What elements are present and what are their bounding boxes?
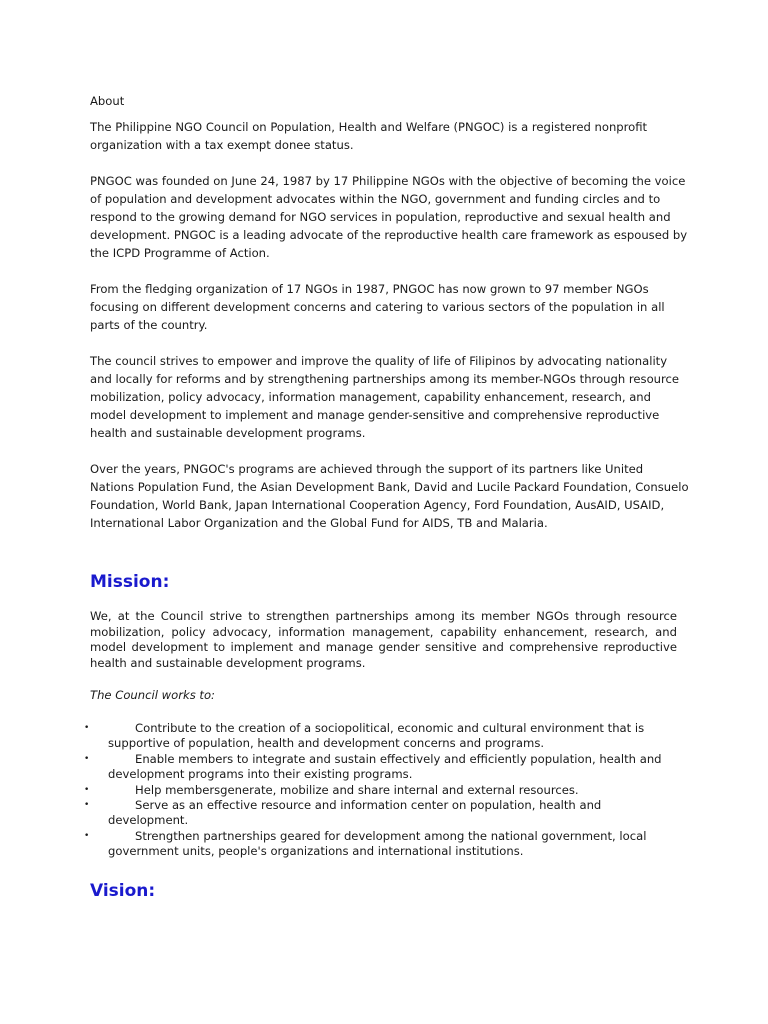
- about-paragraph-1: The Philippine NGO Council on Population, Health and Welfare (PNGOC) is a registered nonprofit organization with a tax exempt donee status.: [90, 120, 648, 152]
- list-item-text: Contribute to the creation of a sociopolitical, economic and cultural environment that is supportive of population, health and development concerns and programs.: [108, 721, 645, 751]
- list-item: [84, 829, 664, 860]
- list-item-text: Strengthen partnerships geared for development among the national government, local government units, people's organizations and international institutions.: [108, 828, 647, 859]
- about-section: [90, 92, 690, 550]
- bullet-icon: •: [84, 723, 90, 733]
- vision-heading: Vision:: [90, 881, 156, 901]
- list-item: [84, 798, 664, 829]
- bullet-icon: •: [84, 830, 90, 841]
- bullet-icon: •: [84, 800, 90, 811]
- list-item: [84, 783, 664, 798]
- list-item-text: Serve as an effective resource and information center on population, health and development.: [108, 798, 602, 828]
- mission-text: We, at the Council strive to strengthen partnerships among its member NGOs through resource mobilization, policy advocacy, information management, capability enhancement, research, and model development to implement and manage gender sensitive and comprehensive reproductive health and sustainable development programs.: [90, 609, 677, 670]
- about-heading: About: [90, 94, 125, 108]
- council-works-list: [84, 721, 664, 860]
- mission-section: [90, 609, 677, 704]
- about-paragraph-2: PNGOC was founded on June 24, 1987 by 17 Philippine NGOs with the objective of becoming the voice of population and development advocates within the NGO, government and funding circles and to respond to the growing demand for NGO services in population, reproductive and sexual health and development. PNGOC is a leading advocate of the reproductive health care framework as espoused by the ICPD Programme of Action.: [90, 174, 688, 260]
- about-paragraph-3: From the fledging organization of 17 NGOs in 1987, PNGOC has now grown to 97 member NGOs focusing on different development concerns and catering to various sectors of the population in all parts of the country.: [90, 282, 665, 332]
- list-item-text: Help membersgenerate, mobilize and share internal and external resources.: [135, 782, 579, 797]
- about-paragraph-5: Over the years, PNGOC's programs are achieved through the support of its partners like United Nations Population Fund, the Asian Development Bank, David and Lucile Packard Foundation, Consuelo Foundation, World Bank, Japan International Cooperation Agency, Ford Foundation, AusAID, USAID, International Labor Organization and the Global Fund for AIDS, TB and Malaria.: [90, 462, 689, 530]
- list-item-text: Enable members to integrate and sustain effectively and efficiently population, health and development programs into their existing programs.: [108, 751, 662, 782]
- mission-heading: Mission:: [90, 572, 170, 592]
- bullet-icon: •: [84, 753, 90, 764]
- list-item: [84, 721, 664, 752]
- bullet-icon: •: [84, 784, 90, 795]
- about-paragraph-4: The council strives to empower and improve the quality of life of Filipinos by advocating nationality and locally for reforms and by strengthening partnerships among its member-NGOs through resource mobilization, policy advocacy, information management, capability enhancement, research, and model development to implement and manage gender-sensitive and comprehensive reproductive health and sustainable development programs.: [90, 354, 680, 440]
- list-item: [84, 752, 664, 783]
- council-works-to-label: The Council works to:: [90, 688, 215, 702]
